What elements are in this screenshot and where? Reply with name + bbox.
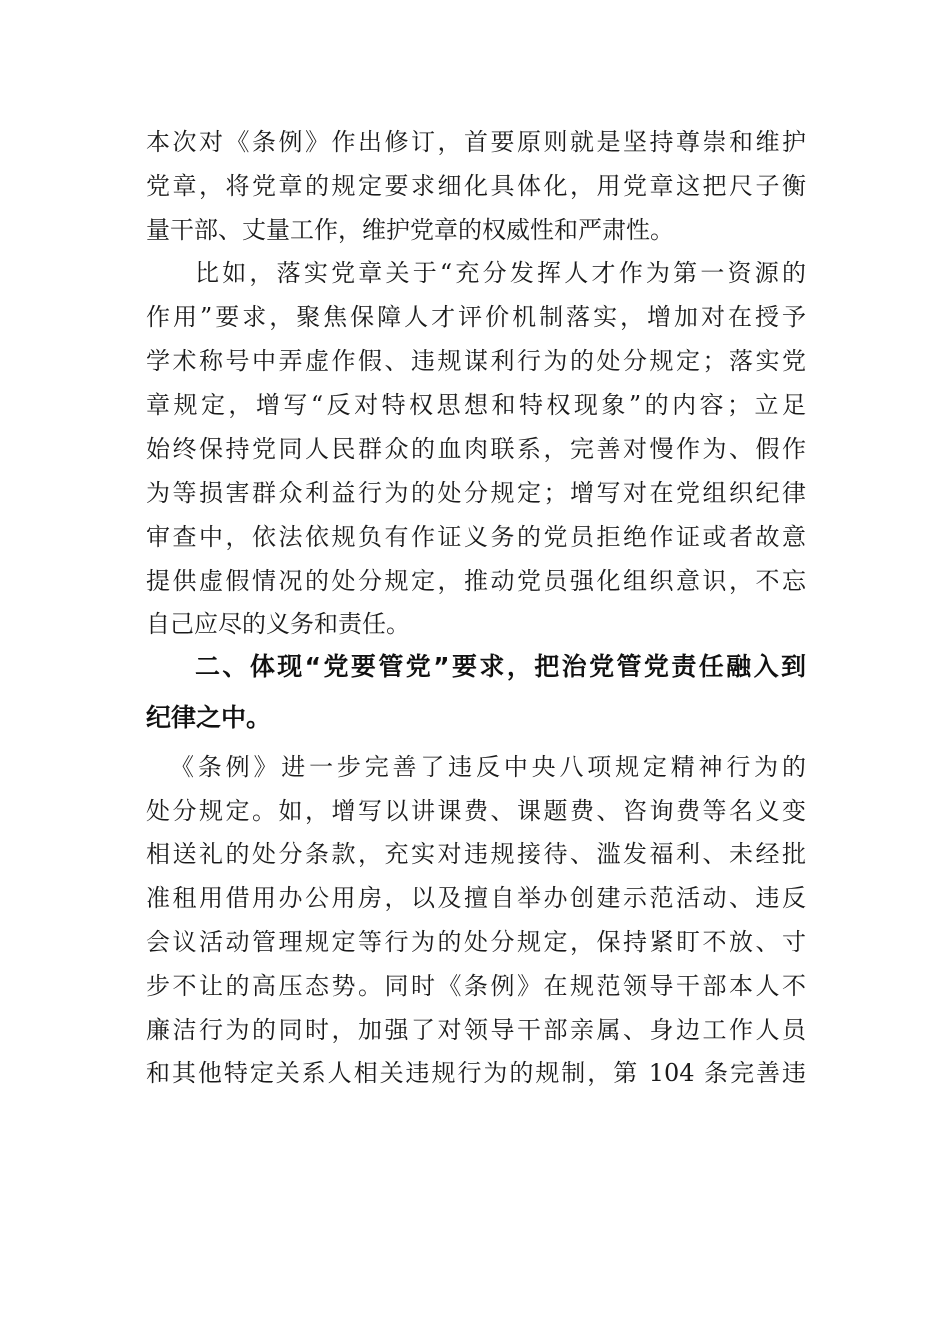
paragraph-3-line-8: 和其他特定关系人相关违规行为的规制，第 104 条完善违	[146, 1059, 806, 1087]
paragraph-2-line-6: 为等损害群众利益行为的处分规定；增写对在党组织纪律	[146, 479, 806, 507]
paragraph-3-line-3: 相送礼的处分条款，充实对违规接待、滥发福利、未经批	[146, 840, 806, 868]
paragraph-2-line-7: 审查中，依法依规负有作证义务的党员拒绝作证或者故意	[146, 523, 806, 551]
paragraph-2-line-4: 章规定，增写“反对特权思想和特权现象”的内容；立足	[146, 391, 806, 419]
section-heading-line-1: 二、体现“党要管党”要求，把治党管党责任融入到	[195, 652, 806, 681]
paragraph-3-line-6: 步不让的高压态势。同时《条例》在规范领导干部本人不	[146, 972, 806, 1000]
paragraph-1-line-2: 党章，将党章的规定要求细化具体化，用党章这把尺子衡	[146, 172, 806, 200]
paragraph-2-line-5: 始终保持党同人民群众的血肉联系，完善对慢作为、假作	[146, 435, 806, 463]
paragraph-2-line-2: 作用”要求，聚焦保障人才评价机制落实，增加对在授予	[146, 303, 806, 331]
paragraph-1-line-1: 本次对《条例》作出修订，首要原则就是坚持尊崇和维护	[146, 128, 806, 156]
paragraph-3-line-2: 处分规定。如，增写以讲课费、课题费、咨询费等名义变	[146, 797, 806, 825]
paragraph-3-line-7: 廉洁行为的同时，加强了对领导干部亲属、身边工作人员	[146, 1016, 806, 1044]
paragraph-3-line-4: 准租用借用办公用房，以及擅自举办创建示范活动、违反	[146, 884, 806, 912]
paragraph-1-line-3: 量干部、丈量工作，维护党章的权威性和严肃性。	[146, 216, 674, 244]
paragraph-2-line-8: 提供虚假情况的处分规定，推动党员强化组织意识，不忘	[146, 567, 806, 595]
paragraph-2-line-3: 学术称号中弄虚作假、违规谋利行为的处分规定；落实党	[146, 347, 806, 375]
section-heading-line-2: 纪律之中。	[146, 703, 272, 732]
paragraph-2-line-9: 自己应尽的义务和责任。	[146, 610, 410, 638]
paragraph-3-line-1: 《条例》进一步完善了违反中央八项规定精神行为的	[170, 753, 806, 781]
paragraph-3-line-5: 会议活动管理规定等行为的处分规定，保持紧盯不放、寸	[146, 928, 806, 956]
paragraph-2-line-1: 比如，落实党章关于“充分发挥人才作为第一资源的	[195, 259, 806, 287]
